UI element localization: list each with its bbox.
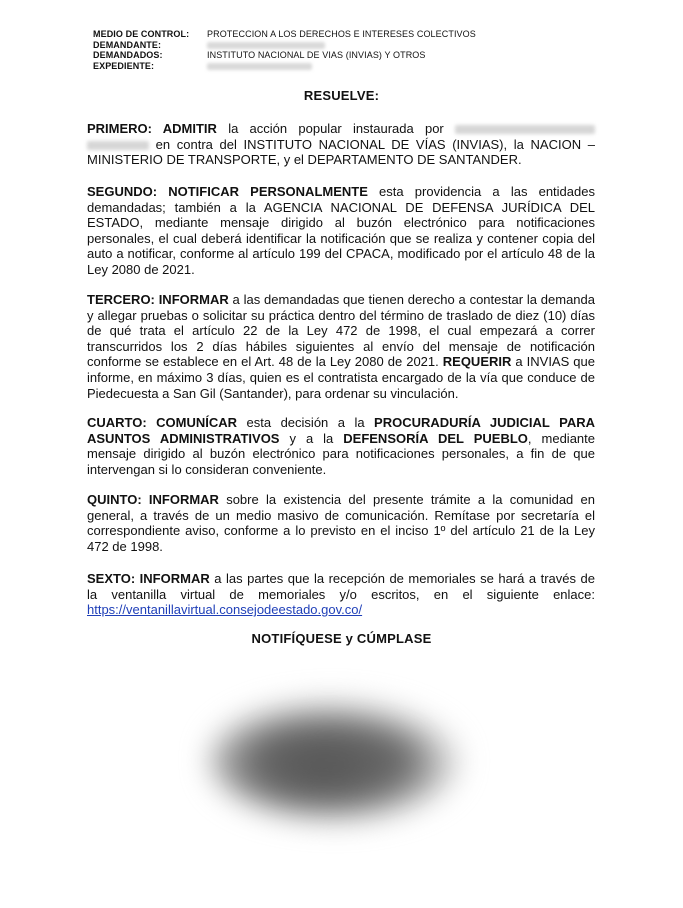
header-row-demandados: [93, 50, 476, 61]
tercero-text-1: a las demandadas que tienen derecho a contestar la demanda y allegar pruebas o solicitar su práctica dentro del término de traslado de diez (10) días de qué trata el artículo 22 de la Ley 472 de 1998, el cual empezará a correr transcurridos los 2 días hábiles siguientes al envío del mensaje de notificación conforme se establece en el Art. 48 de la Ley 2080 de 2021.: [87, 292, 595, 370]
header-label: DEMANDADOS:: [93, 50, 163, 60]
redacted-demandante: [207, 42, 325, 49]
ventanilla-link[interactable]: https://ventanillavirtual.consejodeestado.gov.co/: [87, 602, 363, 618]
primero-text-1: la acción popular instaurada por: [216, 121, 456, 136]
segundo-text: esta providencia a las entidades demandadas; también a la AGENCIA NACIONAL DE DEFENSA JURÍDICA DEL ESTADO, mediante mensaje dirigido al buzón electrónico para notificaciones personales, el cual deberá identificar la notificación que se realiza y contener copia del auto a notificar, conforme al artículo 199 del CPACA, modificado por el artículo 48 de la Ley 2080 de 2021.: [87, 184, 595, 277]
tercero-heading: TERCERO: INFORMAR: [87, 292, 229, 307]
header-label: MEDIO DE CONTROL:: [93, 29, 190, 39]
paragraph-tercero: [87, 292, 595, 401]
tercero-bold-requerir: REQUERIR: [442, 354, 512, 370]
paragraph-primero: [87, 121, 595, 168]
sexto-heading: SEXTO: INFORMAR: [87, 571, 210, 586]
header-value: PROTECCION A LOS DERECHOS E INTERESES COLECTIVOS: [207, 29, 476, 39]
cuarto-bold-procuraduria: PROCURADURÍA JUDICIAL PARA ASUNTOS ADMINISTRATIVOS: [87, 415, 595, 446]
redacted-name: [455, 125, 595, 134]
header-row-demandante: [93, 40, 476, 51]
cuarto-text-3: , mediante mensaje dirigido al buzón electrónico para notificaciones personales, a fin de que intervengan si lo consideran conveniente.: [87, 430, 595, 477]
redacted-signature: [190, 690, 490, 830]
redacted-name-2: [87, 141, 149, 150]
header-label: DEMANDANTE:: [93, 39, 162, 50]
cuarto-bold-defensoria: DEFENSORÍA DEL PUEBLO: [343, 430, 528, 446]
header-row-expediente: [93, 61, 476, 72]
quinto-heading: QUINTO: INFORMAR: [87, 492, 219, 507]
paragraph-sexto: [87, 571, 595, 618]
cuarto-text-2: y a la: [279, 430, 344, 446]
header-label: EXPEDIENTE:: [93, 60, 155, 71]
quinto-text: sobre la existencia del presente trámite a la comunidad en general, a través de un medio masivo de comunicación. Remítase por secretaría el correspondiente aviso, conforme a lo previsto en el inciso 1º del artículo 21 de la Ley 472 de 1998.: [87, 492, 595, 554]
header-value: INSTITUTO NACIONAL DE VIAS (INVIAS) Y OTROS: [207, 50, 426, 60]
tercero-text-2: a INVIAS que informe, en máximo 3 días, quien es el contratista encargado de la vía que conduce de Piedecuesta a San Gil (Santander), para ordenar su vinculación.: [87, 354, 595, 401]
case-header: [93, 29, 476, 71]
paragraph-cuarto: [87, 415, 595, 477]
cuarto-text-1: esta decisión a la: [237, 415, 375, 430]
cuarto-heading: CUARTO: COMUNÍCAR: [87, 415, 238, 430]
paragraph-quinto: [87, 492, 595, 554]
redacted-expediente: [207, 63, 312, 70]
closing-title: NOTIFÍQUESE y CÚMPLASE: [251, 631, 432, 646]
paragraph-segundo: [87, 184, 595, 278]
header-row-medio: [93, 29, 476, 40]
primero-heading: PRIMERO: ADMITIR: [87, 121, 217, 136]
signature-blur-core: [250, 730, 420, 790]
primero-text-2: en contra del INSTITUTO NACIONAL DE VÍAS (INVIAS), la NACION – MINISTERIO DE TRANSPORTE, y el DEPARTAMENTO DE SANTANDER.: [87, 136, 595, 168]
sexto-text: a las partes que la recepción de memoriales se hará a través de la ventanilla virtual de memoriales y/o escritos, en el siguiente enlace:: [87, 571, 595, 602]
section-title: RESUELVE:: [303, 88, 380, 103]
segundo-heading: SEGUNDO: NOTIFICAR PERSONALMENTE: [87, 184, 368, 199]
